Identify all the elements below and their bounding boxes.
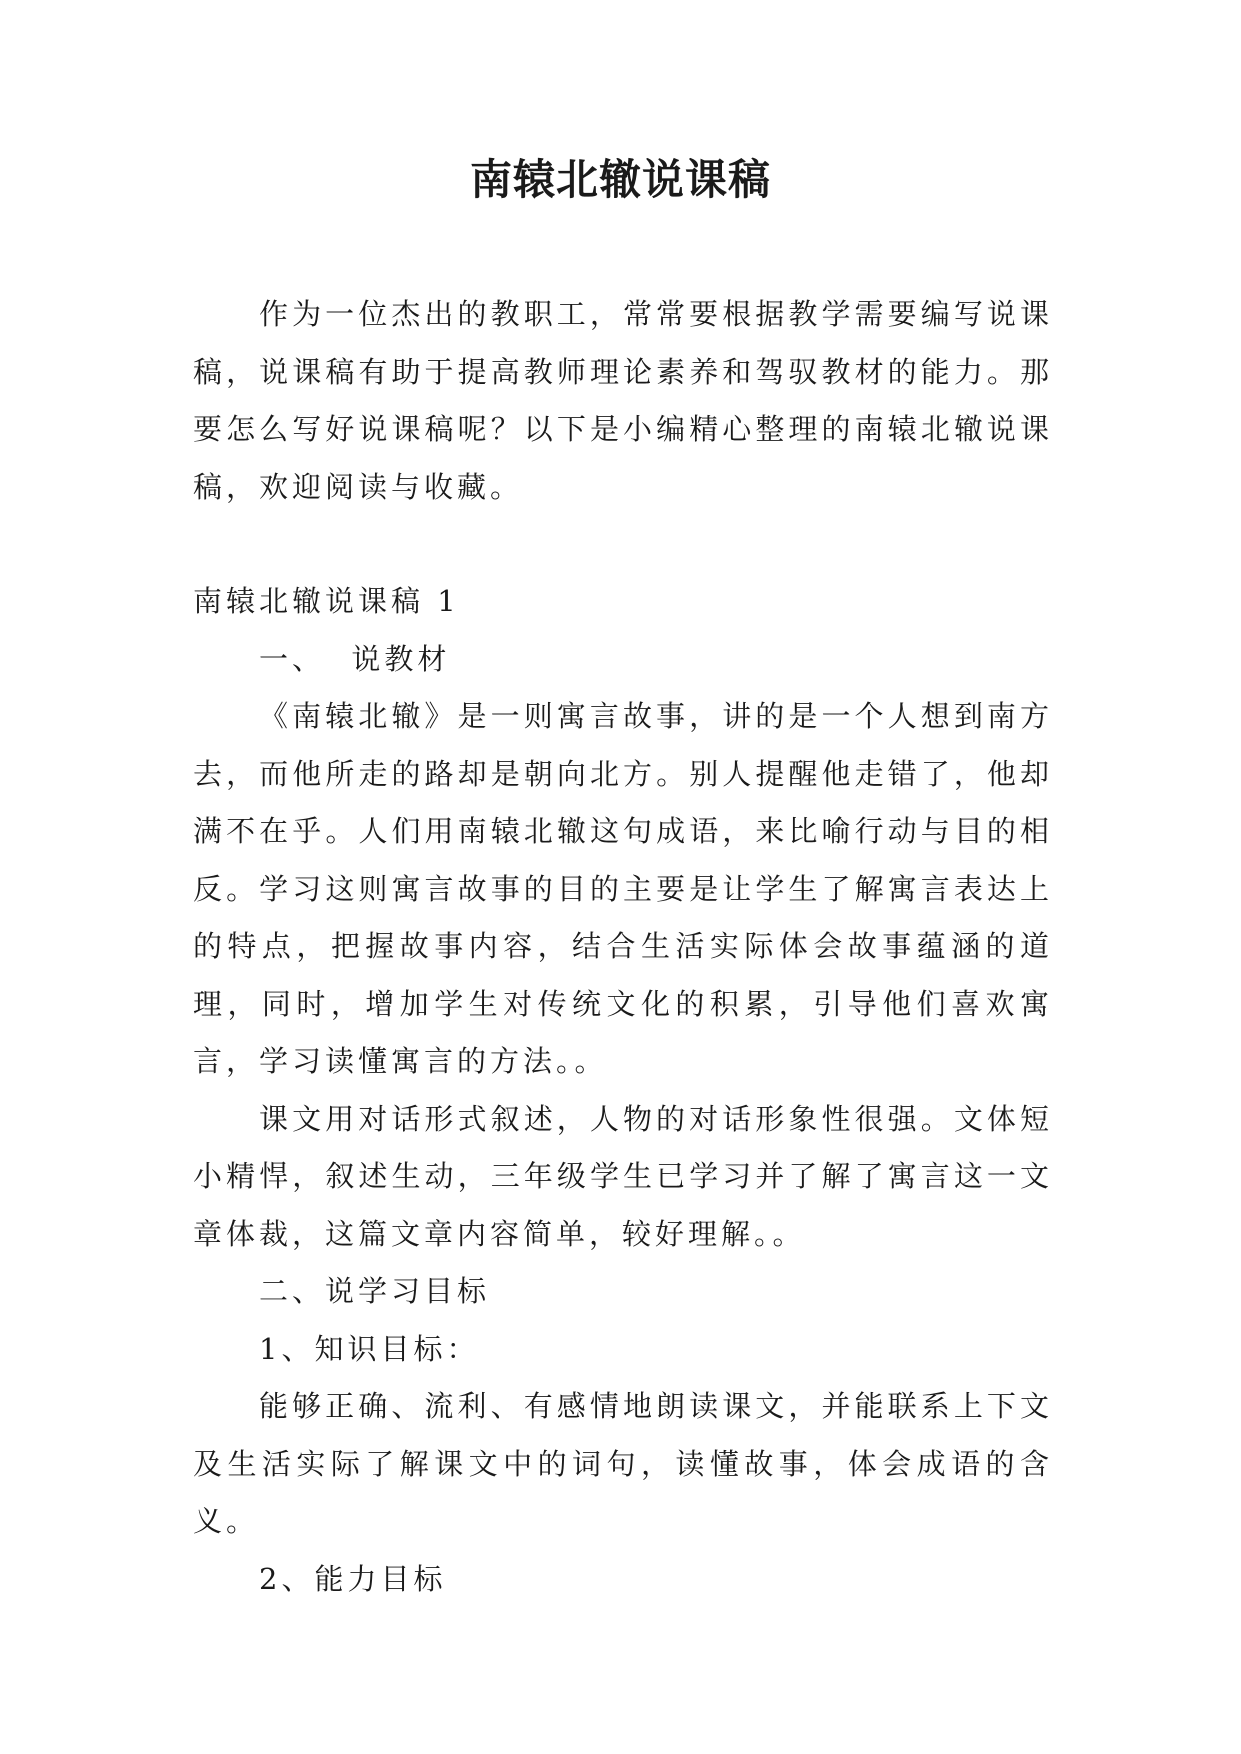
paragraph-knowledge-goals: 能够正确、流利、有感情地朗读课文，并能联系上下文及生活实际了解课文中的词句，读懂故事，体会成语的含义。: [193, 1389, 1053, 1538]
intro-paragraph: 作为一位杰出的教职工，常常要根据教学需要编写说课稿，说课稿有助于提高教师理论素养和驾驭教材的能力。那要怎么写好说课稿呢？以下是小编精心整理的南辕北辙说课稿，欢迎阅读与收藏。: [193, 297, 1053, 504]
section-title: 南辕北辙说课稿 1: [193, 584, 460, 618]
paragraph-spacer: [193, 516, 1053, 573]
heading-learning-goals: 二、说学习目标: [259, 1274, 491, 1308]
heading-teaching-material: 一、 说教材: [259, 641, 451, 676]
heading-knowledge-goals: 1、知识目标：: [259, 1331, 480, 1366]
document-body: [193, 286, 1053, 1608]
paragraph-material-1: 《南辕北辙》是一则寓言故事，讲的是一个人想到南方去，而他所走的路却是朝向北方。别人提醒他走错了，他却满不在乎。人们用南辕北辙这句成语，来比喻行动与目的相反。学习这则寓言故事的目的主要是让学生了解寓言表达上的特点，把握故事内容，结合生活实际体会故事蕴涵的道理，同时，增加学生对传统文化的积累，引导他们喜欢寓言，学习读懂寓言的方法。。: [193, 699, 1053, 1078]
paragraph-material-2: 课文用对话形式叙述，人物的对话形象性很强。文体短小精悍，叙述生动，三年级学生已学习并了解了寓言这一文章体裁，这篇文章内容简单，较好理解。。: [193, 1101, 1053, 1251]
document-title: 南辕北辙说课稿: [469, 155, 771, 204]
heading-ability-goals: 2、能力目标: [259, 1561, 447, 1596]
